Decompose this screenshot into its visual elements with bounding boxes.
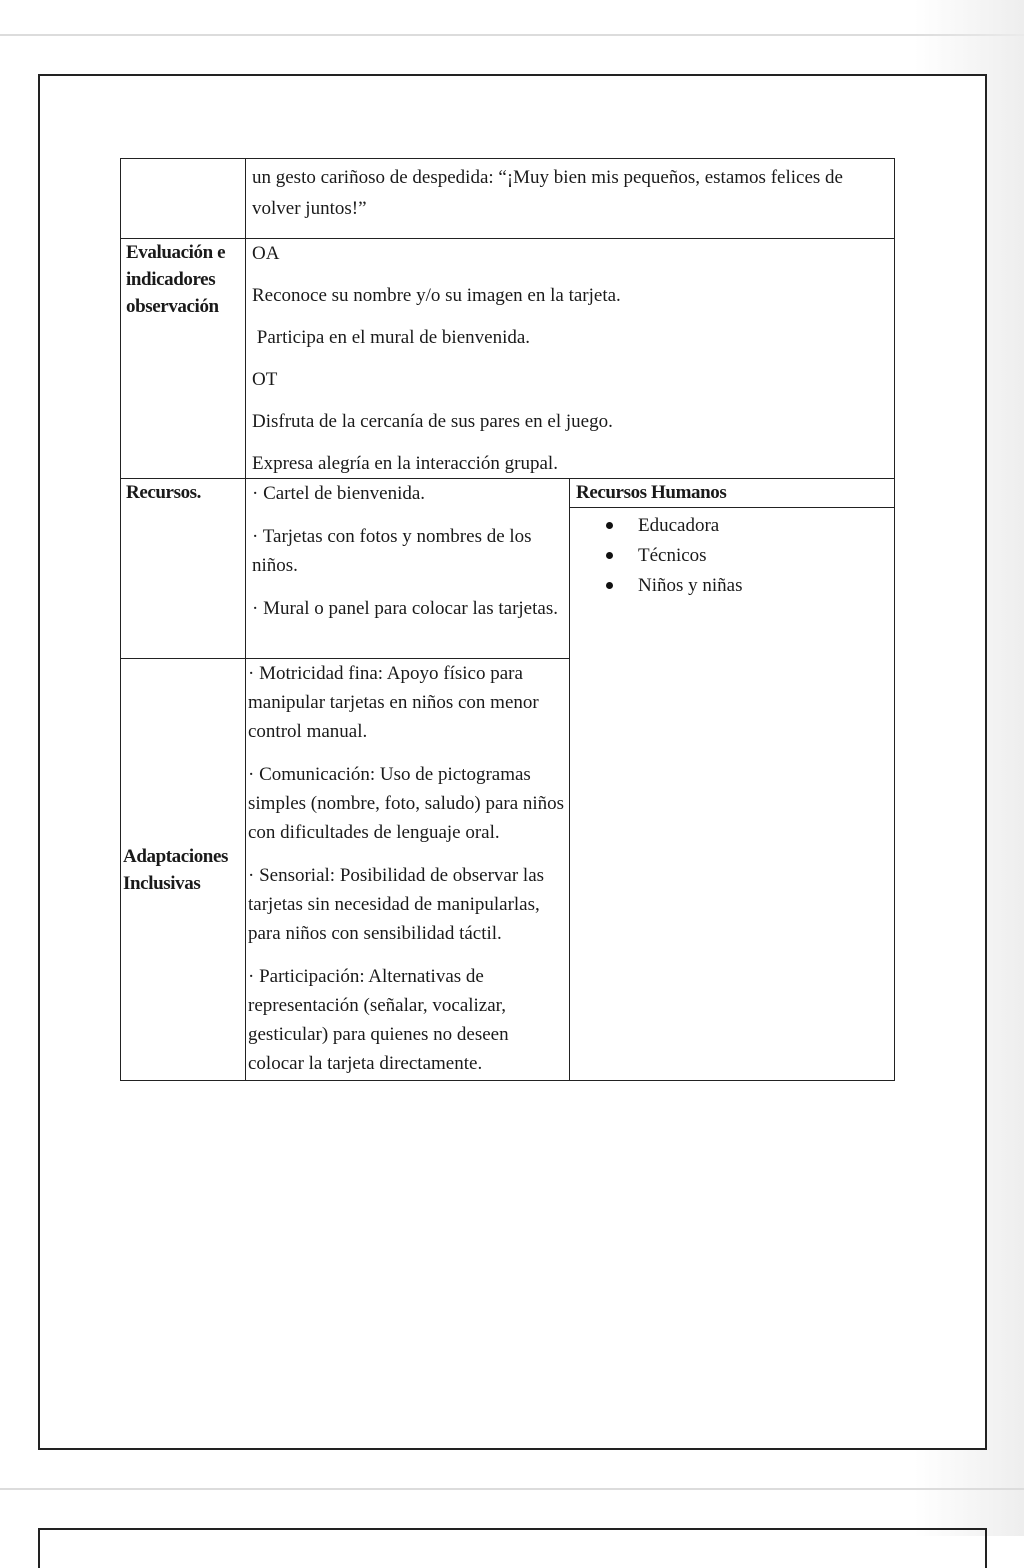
indicator-item: Disfruta de la cercanía de sus pares en el juego.	[252, 411, 613, 432]
resource-item: · Mural o panel para colocar las tarjetas.	[252, 598, 558, 619]
adaptation-item: · Sensorial: Posibilidad de observar las tarjetas sin necesidad de manipularlas, para niños con sensibilidad táctil.	[248, 865, 545, 944]
evaluation-label	[121, 239, 246, 479]
indicator-item: OA	[252, 243, 280, 264]
bullet-icon	[606, 582, 613, 589]
empty-label-cell	[121, 159, 246, 239]
adaptations-label	[121, 659, 246, 1081]
table-row-continuation	[121, 159, 895, 239]
evaluation-label-text: Evaluación e indicadores observación	[126, 242, 226, 317]
table-row-evaluation	[121, 239, 895, 479]
page-top-separator	[0, 34, 1024, 36]
bullet-icon	[606, 522, 613, 529]
indicator-item: OT	[252, 369, 278, 390]
human-resources-header: Recursos Humanos	[570, 479, 894, 508]
resources-list	[246, 479, 570, 659]
list-item	[606, 541, 894, 571]
continuation-cell	[246, 159, 895, 239]
adaptation-item: · Participación: Alternativas de representación (señalar, vocalizar, gesticular) para quienes no deseen colocar la tarjeta directamente.	[248, 966, 509, 1074]
indicator-item: Reconoce su nombre y/o su imagen en la tarjeta.	[252, 285, 621, 306]
adaptation-item: · Motricidad fina: Apoyo físico para manipular tarjetas en niños con menor control manual.	[248, 663, 539, 742]
evaluation-indicators	[246, 239, 895, 479]
continuation-text: un gesto cariñoso de despedida: “¡Muy bien mis pequeños, estamos felices de volver juntos!”	[252, 167, 843, 219]
table-row-resources	[121, 479, 895, 659]
indicator-item: Participa en el mural de bienvenida.	[252, 327, 531, 348]
adaptation-item: · Comunicación: Uso de pictogramas simples (nombre, foto, saludo) para niños con dificultades de lenguaje oral.	[248, 764, 565, 843]
next-document-page	[38, 1528, 987, 1568]
adaptations-list	[246, 659, 570, 1081]
list-item	[606, 511, 894, 541]
bullet-icon	[606, 552, 613, 559]
list-item	[606, 571, 894, 601]
page-bottom-separator	[0, 1488, 1024, 1490]
human-resources-list	[570, 508, 894, 601]
human-resources-cell	[570, 479, 895, 1081]
human-resource-text: Niños y niñas	[638, 575, 743, 596]
planning-table	[120, 158, 895, 1081]
resources-label-text: Recursos.	[126, 482, 202, 503]
indicator-item: Expresa alegría en la interacción grupal.	[252, 453, 558, 474]
adaptations-label-text: Adaptaciones Inclusivas	[123, 845, 228, 894]
resources-label	[121, 479, 246, 659]
resource-item: · Tarjetas con fotos y nombres de los niños.	[252, 526, 532, 576]
human-resource-text: Técnicos	[638, 545, 707, 566]
resource-item: · Cartel de bienvenida.	[252, 483, 426, 504]
human-resource-text: Educadora	[638, 515, 720, 536]
